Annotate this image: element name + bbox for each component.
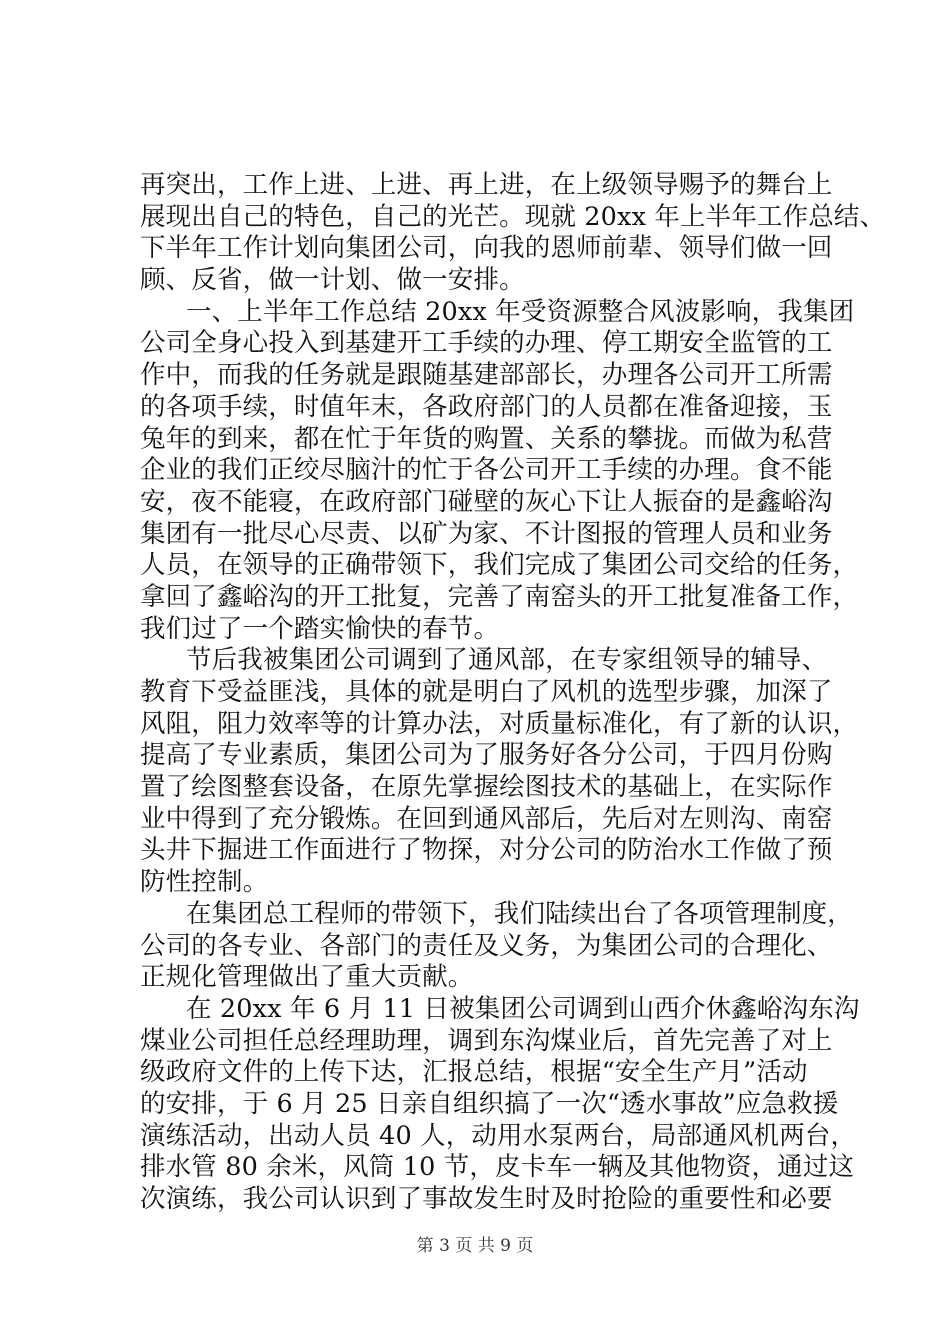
text-line: 企业的我们正绞尽脑汁的忙于各公司开工手续的办理。食不能 bbox=[140, 455, 833, 486]
text-line: 级政府文件的上传下达，汇报总结，根据“安全生产月”活动 bbox=[140, 1057, 808, 1088]
text-line: 作中，而我的任务就是跟随基建部部长，办理各公司开工所需 bbox=[140, 360, 833, 391]
text-line: 顾、反省，做一计划、做一安排。 bbox=[140, 265, 525, 296]
text-line: 集团有一批尽心尽责、以矿为家、不计图报的管理人员和业务 bbox=[140, 518, 833, 549]
text-line: 教育下受益匪浅，具体的就是明白了风机的选型步骤，加深了 bbox=[140, 677, 833, 707]
text-line: 提高了专业素质，集团公司为了服务好各分公司，于四月份购 bbox=[140, 740, 833, 771]
text-line: 兔年的到来，都在忙于年货的购置、关系的攀拢。而做为私营 bbox=[140, 423, 833, 454]
text-line: 我们过了一个踏实愉快的春节。 bbox=[140, 613, 500, 644]
text-line: 下半年工作计划向集团公司，向我的恩师前辈、领导们做一回 bbox=[140, 233, 833, 264]
text-line: 公司的各专业、各部门的责任及义务，为集团公司的合理化、 bbox=[140, 930, 833, 961]
text-line: 展现出自己的特色，自己的光芒。现就 20xx 年上半年工作总结、 bbox=[140, 201, 886, 232]
page-footer: 第 3 页 共 9 页 bbox=[416, 1236, 534, 1256]
text-line: 拿回了鑫峪沟的开工批复，完善了南窑头的开工批复准备工作， bbox=[140, 581, 859, 612]
text-line: 煤业公司担任总经理助理，调到东沟煤业后，首先完善了对上 bbox=[140, 1025, 833, 1056]
paragraph-start-line: 节后我被集团公司调到了通风部，在专家组领导的辅导、 bbox=[186, 645, 828, 676]
text-line: 防性控制。 bbox=[140, 867, 269, 898]
text-line: 人员，在领导的正确带领下，我们完成了集团公司交给的任务， bbox=[140, 550, 859, 581]
paragraph-start-line: 在 20xx 年 6 月 11 日被集团公司调到山西介休鑫峪沟东沟 bbox=[186, 993, 860, 1024]
text-line: 置了绘图整套设备，在原先掌握绘图技术的基础上，在实际作 bbox=[140, 772, 833, 803]
text-line: 公司全身心投入到基建开工手续的办理、停工期安全监管的工 bbox=[140, 328, 833, 359]
text-line: 头井下掘进工作面进行了物探，对分公司的防治水工作做了预 bbox=[140, 835, 833, 866]
text-line: 业中得到了充分锻炼。在回到通风部后，先后对左则沟、南窑 bbox=[140, 803, 833, 834]
text-line: 正规化管理做出了重大贡献。 bbox=[140, 962, 474, 993]
paragraph-start-line: 一、上半年工作总结 20xx 年受资源整合风波影响，我集团 bbox=[186, 296, 855, 327]
text-line: 风阻，阻力效率等的计算办法，对质量标准化，有了新的认识， bbox=[140, 708, 859, 739]
text-line: 次演练，我公司认识到了事故发生时及时抢险的重要性和必要 bbox=[140, 1184, 833, 1214]
text-line: 再突出，工作上进、上进、再上进，在上级领导赐予的舞台上 bbox=[140, 170, 833, 200]
document-body bbox=[140, 170, 886, 1216]
text-line: 的各项手续，时值年末，各政府部门的人员都在准备迎接，玉 bbox=[140, 391, 833, 422]
text-line: 演练活动，出动人员 40 人，动用水泵两台，局部通风机两台， bbox=[140, 1120, 857, 1151]
text-line: 排水管 80 余米，风筒 10 节，皮卡车一辆及其他物资，通过这 bbox=[140, 1152, 855, 1183]
paragraph-start-line: 在集团总工程师的带领下，我们陆续出台了各项管理制度， bbox=[186, 898, 853, 929]
text-line: 的安排，于 6 月 25 日亲自组织搞了一次“透水事故”应急救援 bbox=[140, 1088, 839, 1119]
text-line: 安，夜不能寝，在政府部门碰壁的灰心下让人振奋的是鑫峪沟 bbox=[140, 486, 833, 517]
